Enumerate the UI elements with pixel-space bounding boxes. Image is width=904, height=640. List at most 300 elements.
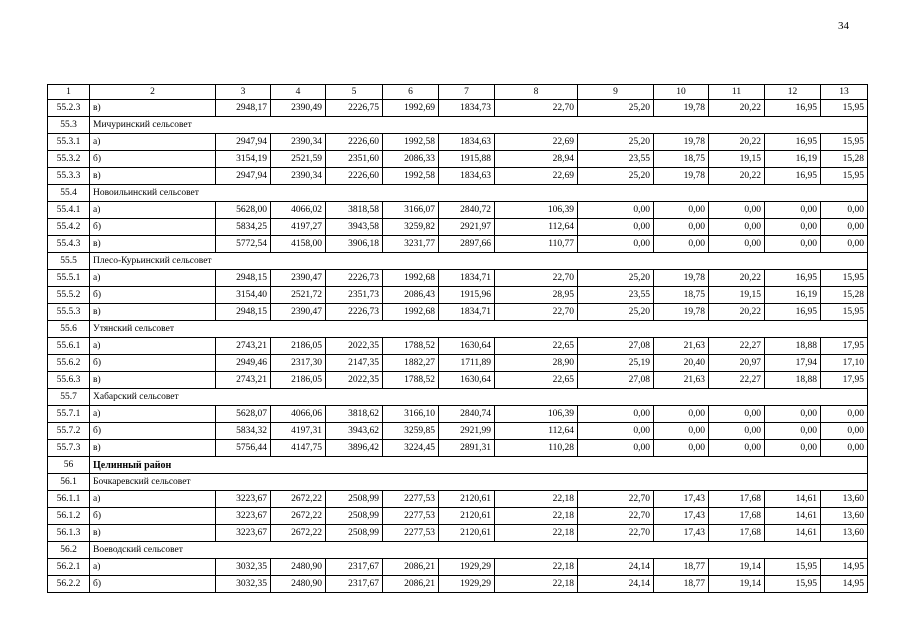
value-cell: 16,95 [765, 270, 821, 287]
value-cell: 24,14 [578, 559, 654, 576]
value-cell: 18,88 [765, 372, 821, 389]
variant-label-cell: а) [90, 270, 216, 287]
value-cell: 4066,02 [271, 202, 326, 219]
value-cell: 20,97 [709, 355, 765, 372]
value-cell: 16,19 [765, 287, 821, 304]
value-cell: 28,95 [495, 287, 578, 304]
value-cell: 18,77 [654, 559, 709, 576]
value-cell: 1834,63 [439, 168, 495, 185]
value-cell: 2120,61 [439, 525, 495, 542]
value-cell: 3943,62 [326, 423, 383, 440]
row-number-cell: 55.5.2 [48, 287, 90, 304]
variant-label-cell: в) [90, 236, 216, 253]
value-cell: 18,75 [654, 151, 709, 168]
variant-label-cell: б) [90, 423, 216, 440]
value-cell: 23,55 [578, 287, 654, 304]
table-row [48, 508, 868, 525]
value-cell: 14,61 [765, 508, 821, 525]
column-number-cell: 1 [48, 85, 90, 100]
value-cell: 2947,94 [216, 134, 271, 151]
value-cell: 4147,75 [271, 440, 326, 457]
value-cell: 2226,60 [326, 134, 383, 151]
value-cell: 1882,27 [383, 355, 439, 372]
section-title: Утянский сельсовет [90, 321, 868, 338]
value-cell: 25,20 [578, 100, 654, 117]
table-row [48, 168, 868, 185]
value-cell: 3166,10 [383, 406, 439, 423]
value-cell: 3223,67 [216, 525, 271, 542]
value-cell: 22,18 [495, 525, 578, 542]
value-cell: 2743,21 [216, 338, 271, 355]
variant-label-cell: в) [90, 100, 216, 117]
value-cell: 27,08 [578, 372, 654, 389]
value-cell: 5834,25 [216, 219, 271, 236]
value-cell: 22,70 [578, 525, 654, 542]
value-cell: 16,95 [765, 134, 821, 151]
value-cell: 0,00 [709, 406, 765, 423]
value-cell: 2022,35 [326, 338, 383, 355]
value-cell: 22,27 [709, 338, 765, 355]
value-cell: 2743,21 [216, 372, 271, 389]
value-cell: 17,68 [709, 525, 765, 542]
section-row [48, 117, 868, 134]
value-cell: 110,77 [495, 236, 578, 253]
value-cell: 1834,71 [439, 270, 495, 287]
row-number-cell: 55.6.1 [48, 338, 90, 355]
value-cell: 15,28 [821, 151, 868, 168]
value-cell: 19,14 [709, 576, 765, 593]
table-row [48, 270, 868, 287]
column-number-row [48, 85, 868, 100]
value-cell: 22,65 [495, 338, 578, 355]
variant-label-cell: в) [90, 304, 216, 321]
table-row [48, 202, 868, 219]
variant-label-cell: в) [90, 168, 216, 185]
table-row [48, 236, 868, 253]
value-cell: 0,00 [709, 236, 765, 253]
row-number-cell: 55.7.1 [48, 406, 90, 423]
value-cell: 17,95 [821, 338, 868, 355]
value-cell: 1929,29 [439, 576, 495, 593]
value-cell: 28,90 [495, 355, 578, 372]
value-cell: 3224,45 [383, 440, 439, 457]
value-cell: 17,43 [654, 525, 709, 542]
value-cell: 2226,75 [326, 100, 383, 117]
column-number-cell: 12 [765, 85, 821, 100]
value-cell: 17,43 [654, 508, 709, 525]
row-number-cell: 56.2.2 [48, 576, 90, 593]
section-row [48, 457, 868, 474]
value-cell: 1992,69 [383, 100, 439, 117]
row-number-cell: 55.4.2 [48, 219, 90, 236]
value-cell: 0,00 [821, 440, 868, 457]
value-cell: 0,00 [709, 202, 765, 219]
column-number-cell: 5 [326, 85, 383, 100]
section-title: Плесо-Курьинский сельсовет [90, 253, 868, 270]
value-cell: 15,95 [821, 168, 868, 185]
table-row [48, 491, 868, 508]
value-cell: 2277,53 [383, 491, 439, 508]
value-cell: 0,00 [654, 219, 709, 236]
value-cell: 2186,05 [271, 372, 326, 389]
value-cell: 15,95 [765, 559, 821, 576]
value-cell: 3154,40 [216, 287, 271, 304]
value-cell: 17,94 [765, 355, 821, 372]
variant-label-cell: в) [90, 372, 216, 389]
column-number-cell: 10 [654, 85, 709, 100]
value-cell: 2226,60 [326, 168, 383, 185]
column-number-cell: 7 [439, 85, 495, 100]
row-number-cell: 55.7 [48, 389, 90, 406]
value-cell: 2508,99 [326, 525, 383, 542]
value-cell: 2317,67 [326, 576, 383, 593]
value-cell: 24,14 [578, 576, 654, 593]
value-cell: 2897,66 [439, 236, 495, 253]
section-title: Бочкаревский сельсовет [90, 474, 868, 491]
value-cell: 15,95 [821, 134, 868, 151]
value-cell: 14,95 [821, 576, 868, 593]
value-cell: 22,70 [578, 491, 654, 508]
value-cell: 106,39 [495, 406, 578, 423]
value-cell: 5834,32 [216, 423, 271, 440]
variant-label-cell: а) [90, 202, 216, 219]
tariff-table [47, 84, 868, 593]
value-cell: 3032,35 [216, 576, 271, 593]
row-number-cell: 56.2.1 [48, 559, 90, 576]
row-number-cell: 56.1.1 [48, 491, 90, 508]
value-cell: 2351,73 [326, 287, 383, 304]
column-number-cell: 8 [495, 85, 578, 100]
value-cell: 0,00 [821, 219, 868, 236]
value-cell: 16,95 [765, 100, 821, 117]
value-cell: 2351,60 [326, 151, 383, 168]
variant-label-cell: а) [90, 406, 216, 423]
value-cell: 2226,73 [326, 304, 383, 321]
value-cell: 0,00 [578, 406, 654, 423]
value-cell: 18,75 [654, 287, 709, 304]
value-cell: 1992,58 [383, 168, 439, 185]
row-number-cell: 55.2.3 [48, 100, 90, 117]
section-title: Новоильинский сельсовет [90, 185, 868, 202]
value-cell: 0,00 [765, 202, 821, 219]
value-cell: 19,78 [654, 168, 709, 185]
value-cell: 2086,33 [383, 151, 439, 168]
value-cell: 16,95 [765, 304, 821, 321]
value-cell: 20,22 [709, 270, 765, 287]
value-cell: 2277,53 [383, 525, 439, 542]
value-cell: 0,00 [654, 202, 709, 219]
row-number-cell: 55.7.2 [48, 423, 90, 440]
value-cell: 0,00 [578, 202, 654, 219]
value-cell: 0,00 [578, 423, 654, 440]
value-cell: 17,95 [821, 372, 868, 389]
value-cell: 2921,99 [439, 423, 495, 440]
value-cell: 2840,72 [439, 202, 495, 219]
value-cell: 25,20 [578, 168, 654, 185]
value-cell: 17,43 [654, 491, 709, 508]
table-row [48, 100, 868, 117]
value-cell: 0,00 [578, 236, 654, 253]
value-cell: 1711,89 [439, 355, 495, 372]
column-number-cell: 11 [709, 85, 765, 100]
value-cell: 0,00 [765, 219, 821, 236]
value-cell: 5772,54 [216, 236, 271, 253]
value-cell: 2390,49 [271, 100, 326, 117]
table-row [48, 576, 868, 593]
value-cell: 22,70 [495, 100, 578, 117]
value-cell: 3818,62 [326, 406, 383, 423]
value-cell: 2840,74 [439, 406, 495, 423]
value-cell: 4158,00 [271, 236, 326, 253]
value-cell: 0,00 [765, 406, 821, 423]
value-cell: 112,64 [495, 423, 578, 440]
value-cell: 4197,31 [271, 423, 326, 440]
value-cell: 3943,58 [326, 219, 383, 236]
column-number-cell: 6 [383, 85, 439, 100]
variant-label-cell: б) [90, 151, 216, 168]
value-cell: 2508,99 [326, 491, 383, 508]
column-number-cell: 4 [271, 85, 326, 100]
value-cell: 2086,21 [383, 559, 439, 576]
value-cell: 2480,90 [271, 576, 326, 593]
row-number-cell: 55.6 [48, 321, 90, 338]
value-cell: 2147,35 [326, 355, 383, 372]
page-number: 34 [838, 20, 849, 32]
section-row [48, 321, 868, 338]
row-number-cell: 55.7.3 [48, 440, 90, 457]
value-cell: 2948,15 [216, 304, 271, 321]
variant-label-cell: б) [90, 508, 216, 525]
table-row [48, 151, 868, 168]
value-cell: 2672,22 [271, 491, 326, 508]
row-number-cell: 55.5 [48, 253, 90, 270]
value-cell: 0,00 [578, 219, 654, 236]
value-cell: 14,61 [765, 525, 821, 542]
value-cell: 5628,00 [216, 202, 271, 219]
value-cell: 0,00 [709, 219, 765, 236]
row-number-cell: 55.4.3 [48, 236, 90, 253]
table-row [48, 304, 868, 321]
table-row [48, 406, 868, 423]
value-cell: 22,65 [495, 372, 578, 389]
column-number-cell: 9 [578, 85, 654, 100]
table-row [48, 134, 868, 151]
value-cell: 3223,67 [216, 508, 271, 525]
value-cell: 2390,47 [271, 270, 326, 287]
section-title: Воеводский сельсовет [90, 542, 868, 559]
value-cell: 2921,97 [439, 219, 495, 236]
value-cell: 2317,30 [271, 355, 326, 372]
value-cell: 19,78 [654, 304, 709, 321]
value-cell: 4197,27 [271, 219, 326, 236]
row-number-cell: 55.5.1 [48, 270, 90, 287]
value-cell: 21,63 [654, 338, 709, 355]
value-cell: 0,00 [821, 202, 868, 219]
value-cell: 0,00 [821, 423, 868, 440]
value-cell: 2390,34 [271, 168, 326, 185]
value-cell: 22,18 [495, 491, 578, 508]
variant-label-cell: а) [90, 559, 216, 576]
section-row [48, 389, 868, 406]
table-row [48, 525, 868, 542]
value-cell: 18,88 [765, 338, 821, 355]
value-cell: 1834,63 [439, 134, 495, 151]
value-cell: 19,14 [709, 559, 765, 576]
value-cell: 27,08 [578, 338, 654, 355]
column-number-cell: 2 [90, 85, 216, 100]
value-cell: 2891,31 [439, 440, 495, 457]
value-cell: 18,77 [654, 576, 709, 593]
value-cell: 2226,73 [326, 270, 383, 287]
variant-label-cell: б) [90, 287, 216, 304]
value-cell: 22,18 [495, 576, 578, 593]
value-cell: 22,69 [495, 168, 578, 185]
variant-label-cell: б) [90, 355, 216, 372]
value-cell: 19,78 [654, 100, 709, 117]
value-cell: 20,40 [654, 355, 709, 372]
value-cell: 110,28 [495, 440, 578, 457]
value-cell: 15,95 [821, 100, 868, 117]
value-cell: 0,00 [578, 440, 654, 457]
table-row [48, 219, 868, 236]
value-cell: 2672,22 [271, 525, 326, 542]
value-cell: 17,68 [709, 508, 765, 525]
value-cell: 2317,67 [326, 559, 383, 576]
value-cell: 0,00 [654, 423, 709, 440]
row-number-cell: 56.2 [48, 542, 90, 559]
row-number-cell: 55.3.2 [48, 151, 90, 168]
table-row [48, 559, 868, 576]
value-cell: 2521,59 [271, 151, 326, 168]
value-cell: 3154,19 [216, 151, 271, 168]
value-cell: 13,60 [821, 508, 868, 525]
value-cell: 2120,61 [439, 491, 495, 508]
value-cell: 0,00 [821, 236, 868, 253]
value-cell: 1834,71 [439, 304, 495, 321]
column-number-cell: 13 [821, 85, 868, 100]
value-cell: 15,95 [821, 270, 868, 287]
value-cell: 22,70 [495, 270, 578, 287]
value-cell: 19,78 [654, 134, 709, 151]
value-cell: 106,39 [495, 202, 578, 219]
value-cell: 14,95 [821, 559, 868, 576]
value-cell: 20,22 [709, 134, 765, 151]
value-cell: 3259,85 [383, 423, 439, 440]
value-cell: 20,22 [709, 100, 765, 117]
value-cell: 1992,58 [383, 134, 439, 151]
table-row [48, 338, 868, 355]
value-cell: 22,18 [495, 559, 578, 576]
value-cell: 0,00 [765, 440, 821, 457]
value-cell: 1834,73 [439, 100, 495, 117]
value-cell: 2672,22 [271, 508, 326, 525]
row-number-cell: 55.3 [48, 117, 90, 134]
section-row [48, 474, 868, 491]
value-cell: 20,22 [709, 304, 765, 321]
value-cell: 23,55 [578, 151, 654, 168]
row-number-cell: 55.4 [48, 185, 90, 202]
value-cell: 2086,21 [383, 576, 439, 593]
value-cell: 22,70 [495, 304, 578, 321]
value-cell: 0,00 [709, 440, 765, 457]
value-cell: 25,20 [578, 270, 654, 287]
value-cell: 25,20 [578, 134, 654, 151]
value-cell: 2948,15 [216, 270, 271, 287]
value-cell: 25,20 [578, 304, 654, 321]
value-cell: 3259,82 [383, 219, 439, 236]
value-cell: 2947,94 [216, 168, 271, 185]
value-cell: 19,15 [709, 151, 765, 168]
value-cell: 21,63 [654, 372, 709, 389]
value-cell: 2390,47 [271, 304, 326, 321]
variant-label-cell: в) [90, 525, 216, 542]
variant-label-cell: б) [90, 219, 216, 236]
value-cell: 22,27 [709, 372, 765, 389]
table-row [48, 355, 868, 372]
value-cell: 14,61 [765, 491, 821, 508]
value-cell: 0,00 [654, 440, 709, 457]
value-cell: 22,70 [578, 508, 654, 525]
value-cell: 17,10 [821, 355, 868, 372]
value-cell: 4066,06 [271, 406, 326, 423]
section-title: Хабарский сельсовет [90, 389, 868, 406]
value-cell: 5756,44 [216, 440, 271, 457]
value-cell: 1630,64 [439, 338, 495, 355]
value-cell: 16,19 [765, 151, 821, 168]
value-cell: 20,22 [709, 168, 765, 185]
value-cell: 2186,05 [271, 338, 326, 355]
value-cell: 1929,29 [439, 559, 495, 576]
value-cell: 25,19 [578, 355, 654, 372]
value-cell: 1992,68 [383, 304, 439, 321]
section-row [48, 542, 868, 559]
variant-label-cell: а) [90, 338, 216, 355]
value-cell: 13,60 [821, 491, 868, 508]
variant-label-cell: а) [90, 134, 216, 151]
value-cell: 15,95 [765, 576, 821, 593]
table-row [48, 423, 868, 440]
value-cell: 22,18 [495, 508, 578, 525]
value-cell: 2949,46 [216, 355, 271, 372]
value-cell: 3032,35 [216, 559, 271, 576]
row-number-cell: 55.6.2 [48, 355, 90, 372]
value-cell: 19,15 [709, 287, 765, 304]
variant-label-cell: а) [90, 491, 216, 508]
value-cell: 0,00 [654, 406, 709, 423]
row-number-cell: 56.1 [48, 474, 90, 491]
value-cell: 16,95 [765, 168, 821, 185]
section-row [48, 185, 868, 202]
value-cell: 22,69 [495, 134, 578, 151]
value-cell: 1915,96 [439, 287, 495, 304]
row-number-cell: 55.4.1 [48, 202, 90, 219]
variant-label-cell: в) [90, 440, 216, 457]
value-cell: 0,00 [821, 406, 868, 423]
row-number-cell: 55.3.1 [48, 134, 90, 151]
value-cell: 1915,88 [439, 151, 495, 168]
value-cell: 2480,90 [271, 559, 326, 576]
value-cell: 15,95 [821, 304, 868, 321]
section-title: Мичуринский сельсовет [90, 117, 868, 134]
row-number-cell: 55.5.3 [48, 304, 90, 321]
row-number-cell: 56.1.2 [48, 508, 90, 525]
value-cell: 3223,67 [216, 491, 271, 508]
value-cell: 2022,35 [326, 372, 383, 389]
table-row [48, 440, 868, 457]
value-cell: 2521,72 [271, 287, 326, 304]
value-cell: 15,28 [821, 287, 868, 304]
value-cell: 2120,61 [439, 508, 495, 525]
